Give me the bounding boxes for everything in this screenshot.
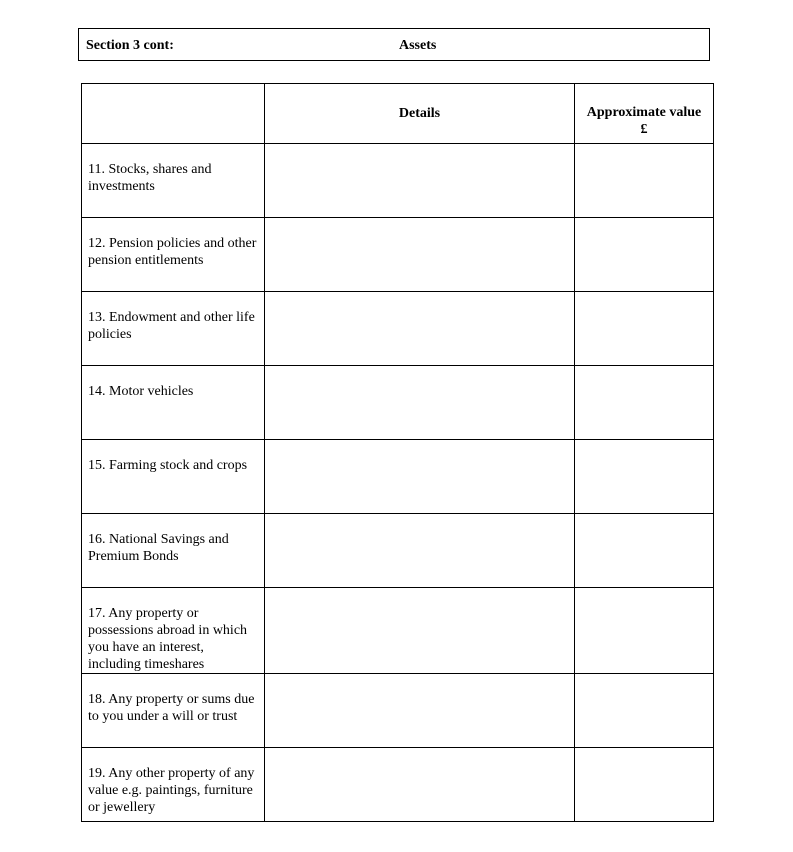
details-field[interactable]	[265, 588, 575, 674]
section-header	[78, 28, 710, 61]
asset-item-label: 12. Pension policies and other pension entitlements	[82, 218, 265, 292]
header-item	[82, 84, 265, 144]
asset-item-label: 18. Any property or sums due to you under a will or trust	[82, 674, 265, 748]
table-row	[82, 144, 714, 218]
value-field[interactable]	[575, 218, 714, 292]
value-field[interactable]	[575, 514, 714, 588]
details-field[interactable]	[265, 748, 575, 822]
details-field[interactable]	[265, 674, 575, 748]
table-row	[82, 292, 714, 366]
table-row	[82, 366, 714, 440]
table-row	[82, 514, 714, 588]
asset-item-label: 11. Stocks, shares and investments	[82, 144, 265, 218]
details-field[interactable]	[265, 440, 575, 514]
value-field[interactable]	[575, 440, 714, 514]
value-field[interactable]	[575, 588, 714, 674]
asset-item-label: 14. Motor vehicles	[82, 366, 265, 440]
table-row	[82, 588, 714, 674]
section-label: Section 3 cont:	[86, 38, 174, 53]
header-value-label: Approximate value	[586, 104, 702, 120]
table-row	[82, 674, 714, 748]
value-field[interactable]	[575, 748, 714, 822]
header-approximate-value	[575, 84, 714, 144]
table-header-row	[82, 84, 714, 144]
details-field[interactable]	[265, 218, 575, 292]
asset-item-label: 16. National Savings and Premium Bonds	[82, 514, 265, 588]
asset-item-label: 19. Any other property of any value e.g. paintings, furniture or jewellery	[82, 748, 265, 822]
table-row	[82, 440, 714, 514]
value-field[interactable]	[575, 292, 714, 366]
value-field[interactable]	[575, 366, 714, 440]
table-row	[82, 218, 714, 292]
header-details: Details	[265, 84, 575, 144]
table-row	[82, 748, 714, 822]
value-field[interactable]	[575, 144, 714, 218]
details-field[interactable]	[265, 514, 575, 588]
details-field[interactable]	[265, 144, 575, 218]
asset-item-label: 15. Farming stock and crops	[82, 440, 265, 514]
header-currency-symbol: £	[640, 121, 648, 137]
details-field[interactable]	[265, 366, 575, 440]
asset-item-label: 17. Any property or possessions abroad in which you have an interest, including timeshares	[82, 588, 265, 674]
assets-table	[81, 83, 714, 822]
value-field[interactable]	[575, 674, 714, 748]
section-title: Assets	[399, 38, 437, 53]
asset-item-label: 13. Endowment and other life policies	[82, 292, 265, 366]
details-field[interactable]	[265, 292, 575, 366]
